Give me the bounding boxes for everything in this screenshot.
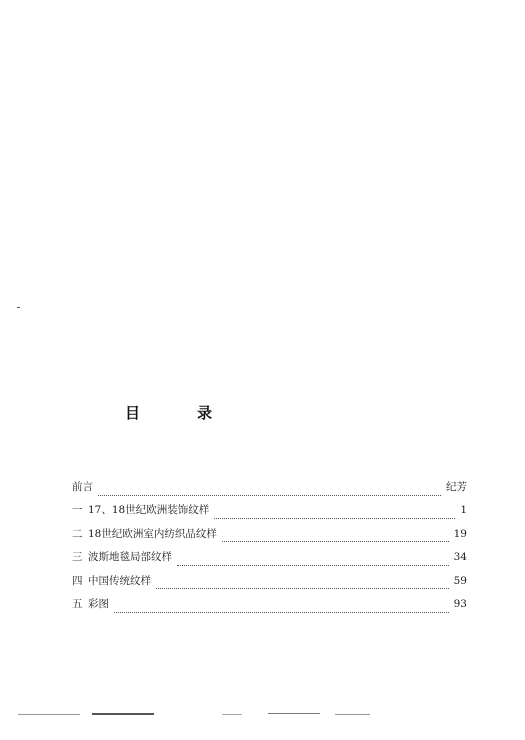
- dot-leader: [177, 564, 449, 566]
- toc-entry-page: 34: [453, 551, 467, 564]
- scan-artifact-line: [222, 714, 242, 715]
- toc-entry-label: 前言: [72, 481, 93, 493]
- title-char-2: 录: [197, 404, 213, 422]
- toc-entry-label: 18世纪欧洲室内纺织品纹样: [88, 527, 217, 540]
- scan-artifact-line: [335, 714, 370, 715]
- toc-entry-page: 纪芳: [446, 481, 467, 493]
- dot-leader: [214, 517, 455, 519]
- scan-artifact-line: [268, 713, 320, 714]
- toc-entry-page: 19: [453, 527, 467, 540]
- scan-speck: [17, 307, 20, 308]
- toc-entry-number: 二: [72, 527, 83, 540]
- toc-entry-page: 59: [453, 574, 467, 587]
- toc-entry-label: 彩图: [88, 597, 109, 610]
- scan-artifact-line: [18, 714, 80, 715]
- toc-entry-page: 1: [460, 504, 467, 517]
- toc-entry-label: 波斯地毯局部纹样: [88, 551, 172, 564]
- page-title: [0, 402, 525, 426]
- toc-entry-2: [72, 527, 467, 550]
- toc-entry-4: [72, 574, 467, 597]
- dot-leader: [114, 611, 449, 613]
- scan-artifact-line: [92, 713, 154, 715]
- toc-entry-number: 四: [72, 574, 83, 587]
- toc-entry-label: 17、18世纪欧洲装饰纹样: [88, 504, 210, 517]
- table-of-contents: [72, 480, 467, 620]
- toc-entry-preface: [72, 480, 467, 503]
- toc-entry-label: 中国传统纹样: [88, 574, 151, 587]
- toc-entry-number: 五: [72, 597, 83, 610]
- toc-entry-3: [72, 550, 467, 573]
- toc-entry-page: 93: [453, 597, 467, 610]
- dot-leader: [222, 540, 449, 542]
- title-char-1: 目: [125, 404, 141, 422]
- dot-leader: [156, 587, 449, 589]
- toc-entry-number: 一: [72, 504, 83, 517]
- toc-entry-5: [72, 597, 467, 620]
- dot-leader: [98, 494, 441, 496]
- toc-entry-1: [72, 503, 467, 526]
- toc-entry-number: 三: [72, 551, 83, 564]
